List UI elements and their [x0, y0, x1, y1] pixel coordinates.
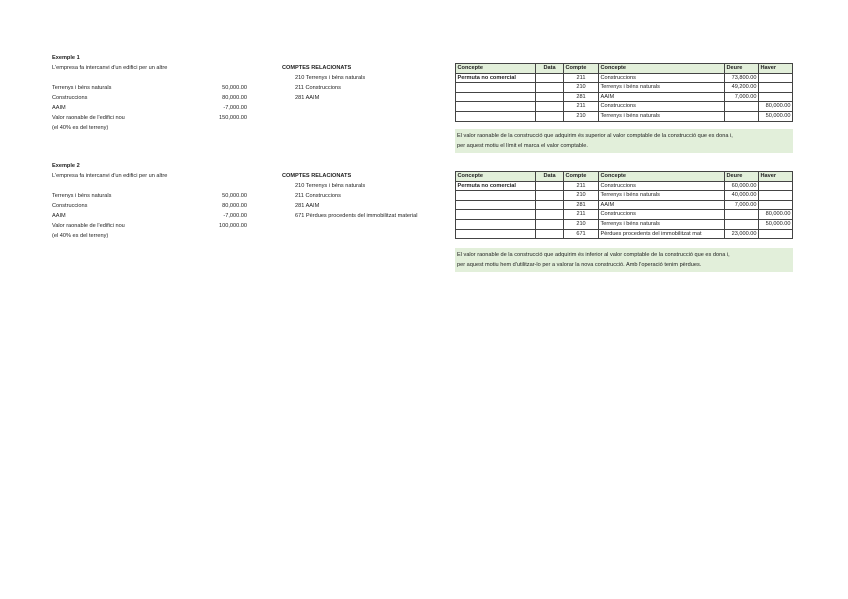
table-cell: 73,800.00: [725, 73, 759, 83]
table-cell: AAIM: [599, 92, 725, 102]
value-label: AAIM: [52, 213, 66, 219]
table-cell: [456, 229, 536, 239]
value-label: Valor raonable de l'edifici nou: [52, 115, 125, 121]
table-cell: 40,000.00: [725, 191, 759, 201]
table-row: [456, 219, 793, 229]
footnote: (el 40% es del terreny): [52, 233, 109, 239]
table-cell: 80,000.00: [759, 102, 793, 112]
header-cell: Concepte: [456, 172, 536, 182]
table-cell: [536, 200, 564, 210]
table-cell: [536, 73, 564, 83]
table-cell: [456, 83, 536, 93]
table-cell: Construccions: [599, 73, 725, 83]
table-cell: Pèrdues procedents del immobilitzat mat: [599, 229, 725, 239]
table-cell: 210: [564, 219, 599, 229]
table-cell: [759, 92, 793, 102]
note-line: El valor raonable de la construcció que adquirim és superior al valor comptable de la construcció que es dona i,: [457, 133, 733, 139]
table-row: [456, 181, 793, 191]
table-cell: 50,000.00: [759, 219, 793, 229]
table-cell: [536, 181, 564, 191]
table-cell: [725, 210, 759, 220]
value-label: Construccions: [52, 95, 88, 101]
account-item: 281 AAIM: [295, 203, 320, 209]
example-title: Exemple 1: [52, 55, 80, 61]
table-cell: [456, 200, 536, 210]
value-label: AAIM: [52, 105, 66, 111]
accounts-title: COMPTES RELACIONATS: [282, 173, 352, 179]
table-cell: 80,000.00: [759, 210, 793, 220]
header-cell: Concepte: [599, 172, 725, 182]
header-cell: Data: [536, 64, 564, 74]
table-cell: [536, 219, 564, 229]
table-header-row: [456, 64, 793, 74]
table-cell: Construccions: [599, 181, 725, 191]
table-cell: Construccions: [599, 210, 725, 220]
table-cell: [759, 83, 793, 93]
value-label: Valor raonable de l'edifici nou: [52, 223, 125, 229]
table-cell: 211: [564, 210, 599, 220]
table-cell: 210: [564, 191, 599, 201]
table-row: [456, 102, 793, 112]
accounts-title: COMPTES RELACIONATS: [282, 65, 352, 71]
table-cell: [456, 111, 536, 121]
example-title: Exemple 2: [52, 163, 80, 169]
table-cell: 281: [564, 200, 599, 210]
table-cell: 211: [564, 73, 599, 83]
journal-table: [455, 171, 793, 239]
table-row: [456, 200, 793, 210]
table-row: [456, 191, 793, 201]
table-cell: 7,000.00: [725, 200, 759, 210]
value-amount: 150,000.00: [219, 115, 247, 121]
note-line: per aquest motiu el límit el marca el valor comptable.: [457, 143, 588, 149]
value-amount: 80,000.00: [222, 203, 247, 209]
example-description: L'empresa fa intercanvi d'un edifici per un altre: [52, 173, 168, 179]
table-cell: [456, 210, 536, 220]
account-item: 671 Pèrdues procedents del immobilitzat material: [295, 213, 418, 219]
value-label: Construccions: [52, 203, 88, 209]
table-row: [456, 83, 793, 93]
table-cell: [725, 111, 759, 121]
value-amount: -7,000.00: [223, 105, 247, 111]
table-cell: [456, 102, 536, 112]
table-row: [456, 229, 793, 239]
account-item: 211 Construccions: [295, 85, 341, 91]
table-cell: Terrenys i béns naturals: [599, 219, 725, 229]
journal-table: [455, 63, 793, 122]
table-cell: [725, 102, 759, 112]
table-cell: 210: [564, 83, 599, 93]
table-cell: 211: [564, 181, 599, 191]
header-cell: Deure: [725, 64, 759, 74]
table-cell: 49,200.00: [725, 83, 759, 93]
header-cell: Haver: [759, 64, 793, 74]
table-row: [456, 92, 793, 102]
explanation-note: [455, 129, 793, 153]
table-header-row: [456, 172, 793, 182]
header-cell: Compte: [564, 172, 599, 182]
table-cell: Terrenys i béns naturals: [599, 83, 725, 93]
value-amount: -7,000.00: [223, 213, 247, 219]
value-amount: 50,000.00: [222, 85, 247, 91]
table-cell: Terrenys i béns naturals: [599, 111, 725, 121]
table-cell: [456, 219, 536, 229]
table-cell: [725, 219, 759, 229]
explanation-note: [455, 248, 793, 272]
table-cell: [536, 83, 564, 93]
table-cell: 671: [564, 229, 599, 239]
header-cell: Data: [536, 172, 564, 182]
example-description: L'empresa fa intercanvi d'un edifici per un altre: [52, 65, 168, 71]
table-cell: [759, 73, 793, 83]
header-cell: Haver: [759, 172, 793, 182]
table-cell: Construccions: [599, 102, 725, 112]
value-amount: 100,000.00: [219, 223, 247, 229]
table-cell: 281: [564, 92, 599, 102]
table-cell: Permuta no comercial: [456, 181, 536, 191]
table-cell: 210: [564, 111, 599, 121]
value-label: Terrenys i béns naturals: [52, 193, 112, 199]
header-cell: Concepte: [456, 64, 536, 74]
table-row: [456, 73, 793, 83]
note-line: per aquest motiu hem d'utilitzar-lo per a valorar la nova construcció. Amb l'operació tenim pèrdues.: [457, 262, 702, 268]
table-cell: [536, 210, 564, 220]
value-amount: 80,000.00: [222, 95, 247, 101]
value-label: Terrenys i béns naturals: [52, 85, 112, 91]
table-cell: 23,000.00: [725, 229, 759, 239]
table-cell: Terrenys i béns naturals: [599, 191, 725, 201]
table-cell: [759, 200, 793, 210]
header-cell: Concepte: [599, 64, 725, 74]
account-item: 210 Terrenys i béns naturals: [295, 75, 366, 81]
table-cell: 60,000.00: [725, 181, 759, 191]
value-amount: 50,000.00: [222, 193, 247, 199]
table-cell: [456, 92, 536, 102]
header-cell: Deure: [725, 172, 759, 182]
account-item: 210 Terrenys i béns naturals: [295, 183, 366, 189]
table-cell: [456, 191, 536, 201]
table-cell: [536, 102, 564, 112]
note-line: El valor raonable de la construcció que adquirim és inferior al valor comptable de la construcció que es dona i,: [457, 252, 730, 258]
table-cell: [759, 229, 793, 239]
table-cell: [536, 92, 564, 102]
table-cell: Permuta no comercial: [456, 73, 536, 83]
table-row: [456, 111, 793, 121]
footnote: (el 40% es del terreny): [52, 125, 109, 131]
header-cell: Compte: [564, 64, 599, 74]
table-row: [456, 210, 793, 220]
table-cell: [759, 181, 793, 191]
table-cell: 50,000.00: [759, 111, 793, 121]
table-cell: 211: [564, 102, 599, 112]
table-cell: [536, 191, 564, 201]
table-cell: AAIM: [599, 200, 725, 210]
account-item: 211 Construccions: [295, 193, 341, 199]
table-cell: [536, 229, 564, 239]
table-cell: 7,000.00: [725, 92, 759, 102]
account-item: 281 AAIM: [295, 95, 320, 101]
table-cell: [536, 111, 564, 121]
table-cell: [759, 191, 793, 201]
